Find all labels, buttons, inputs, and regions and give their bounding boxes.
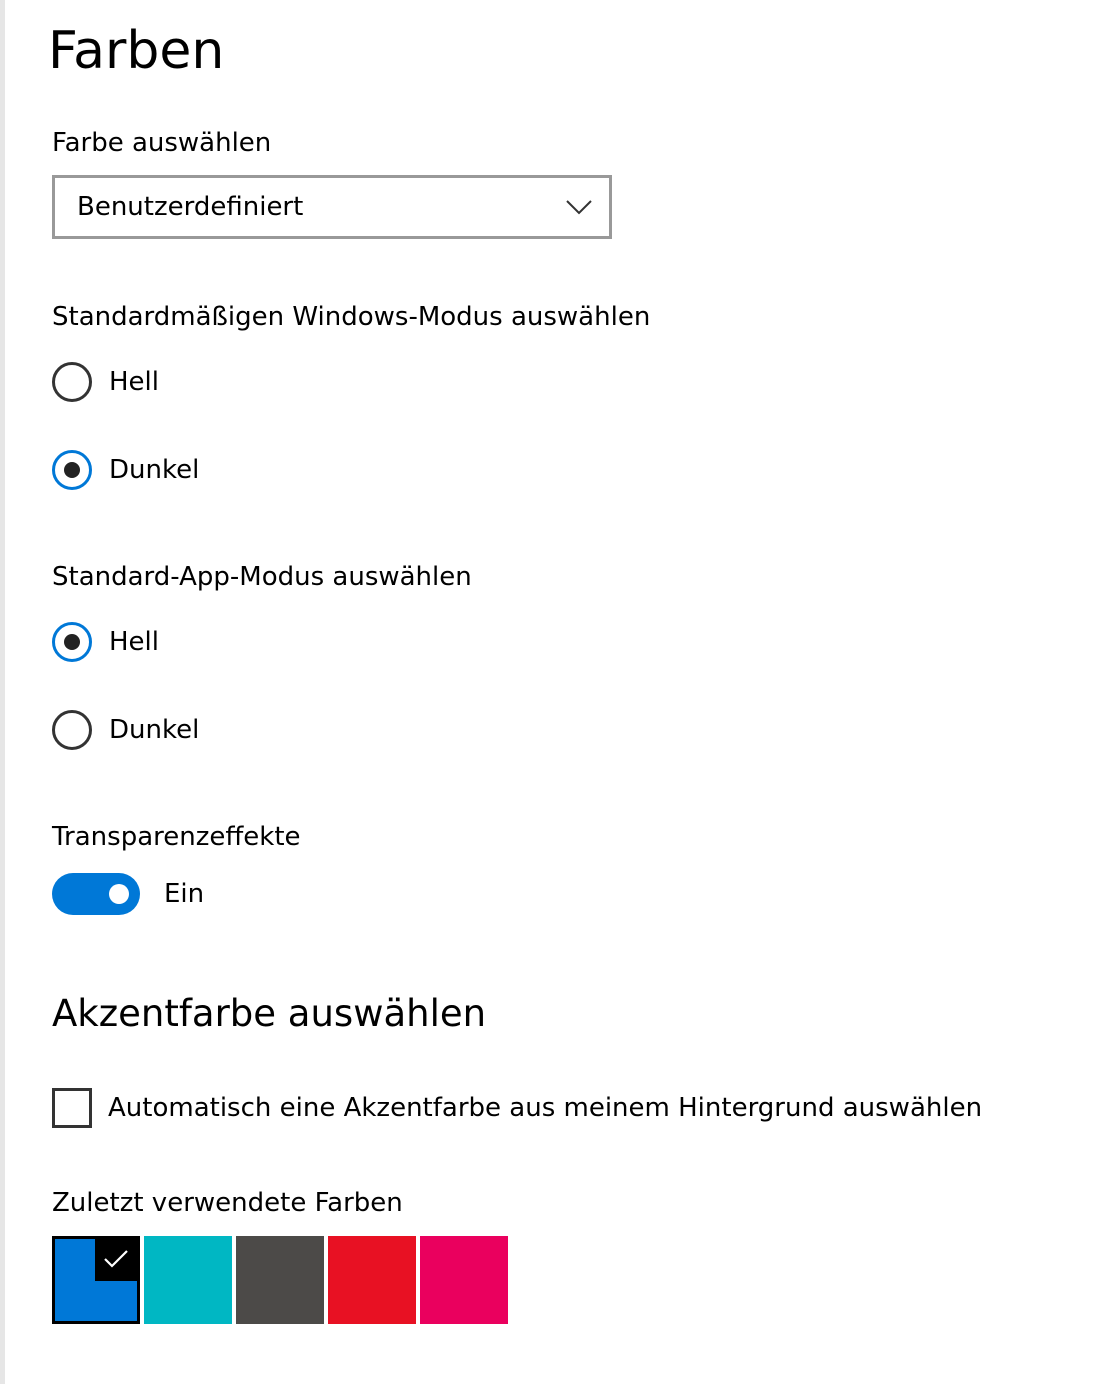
radio-label: Dunkel [109, 715, 200, 745]
radio-label: Hell [109, 627, 159, 657]
radio-button[interactable] [52, 710, 92, 750]
toggle-knob [109, 884, 129, 904]
transparency-label: Transparenzeffekte [52, 822, 301, 852]
checkmark-icon [103, 1248, 129, 1270]
app-mode-label: Standard-App-Modus auswählen [52, 562, 472, 592]
recent-colors-swatches [52, 1236, 512, 1324]
transparency-toggle[interactable] [52, 873, 140, 915]
color-select-label: Farbe auswählen [52, 128, 272, 158]
transparency-toggle-row [52, 873, 204, 915]
auto-accent-checkbox-row[interactable] [52, 1088, 982, 1128]
radio-button-checked[interactable] [52, 450, 92, 490]
radio-button[interactable] [52, 362, 92, 402]
color-swatch[interactable] [144, 1236, 232, 1324]
windows-mode-label: Standardmäßigen Windows-Modus auswählen [52, 302, 651, 332]
radio-label: Hell [109, 367, 159, 397]
swatch-checkmark-badge [95, 1239, 137, 1281]
transparency-state-label: Ein [164, 879, 205, 909]
color-swatch[interactable] [420, 1236, 508, 1324]
radio-button-checked[interactable] [52, 622, 92, 662]
recent-colors-label: Zuletzt verwendete Farben [52, 1188, 403, 1218]
windows-mode-option-hell[interactable] [52, 362, 159, 402]
windows-mode-option-dunkel[interactable] [52, 450, 199, 490]
auto-accent-checkbox-label: Automatisch eine Akzentfarbe aus meinem Hintergrund auswählen [108, 1093, 983, 1123]
color-select-value: Benutzerdefiniert [77, 192, 304, 222]
color-swatch-selected[interactable] [52, 1236, 140, 1324]
radio-label: Dunkel [109, 455, 200, 485]
chevron-down-icon [565, 195, 593, 219]
app-mode-option-dunkel[interactable] [52, 710, 199, 750]
color-select-dropdown[interactable] [52, 175, 612, 239]
app-mode-option-hell[interactable] [52, 622, 159, 662]
auto-accent-checkbox[interactable] [52, 1088, 92, 1128]
page-title: Farben [48, 21, 225, 81]
window-left-edge [0, 0, 5, 1384]
color-swatch[interactable] [328, 1236, 416, 1324]
color-swatch[interactable] [236, 1236, 324, 1324]
accent-section-title: Akzentfarbe auswählen [52, 992, 487, 1035]
